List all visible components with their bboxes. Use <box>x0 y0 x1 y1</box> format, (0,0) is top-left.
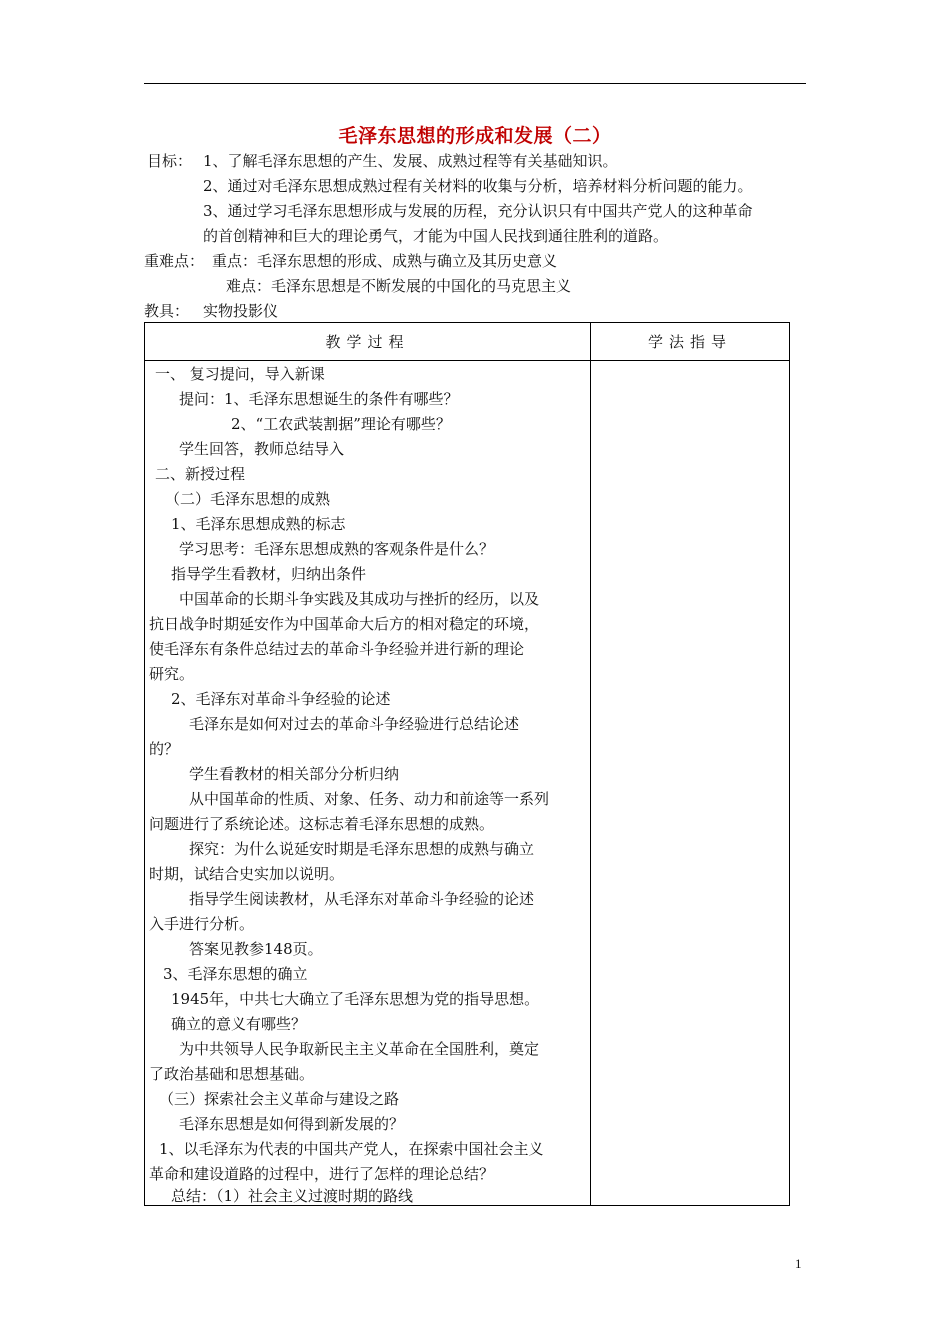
page-title: 毛泽东思想的形成和发展（二） <box>338 125 612 147</box>
list-item: 1、毛泽东思想成熟的标志 <box>171 515 346 533</box>
list-item: （三）探索社会主义革命与建设之路 <box>159 1090 400 1108</box>
list-item: 从中国革命的性质、对象、任务、动力和前途等一系列 <box>189 790 550 808</box>
list-item: 入手进行分析。 <box>149 915 255 933</box>
objective-1: 1、了解毛泽东思想的产生、发展、成熟过程等有关基础知识。 <box>203 152 618 170</box>
list-item: 革命和建设道路的过程中，进行了怎样的理论总结？ <box>149 1165 495 1183</box>
list-item: 提问：1、毛泽东思想诞生的条件有哪些？ <box>179 390 459 408</box>
objective-2: 2、通过对毛泽东思想成熟过程有关材料的收集与分析，培养材料分析问题的能力。 <box>203 177 753 195</box>
list-item: 二、新授过程 <box>155 465 246 483</box>
list-item: 一、 复习提问，导入新课 <box>155 365 325 383</box>
list-item: 学生看教材的相关部分分析归纳 <box>189 765 400 783</box>
objective-3-cont: 的首创精神和巨大的理论勇气，才能为中国人民找到通往胜利的道路。 <box>203 227 669 245</box>
list-item: 毛泽东思想是如何得到新发展的？ <box>179 1115 405 1133</box>
list-item: 时期，试结合史实加以说明。 <box>149 865 345 883</box>
table-column-divider <box>590 323 591 1205</box>
list-item: 为中共领导人民争取新民主主义革命在全国胜利，奠定 <box>179 1040 540 1058</box>
list-item: 指导学生阅读教材，从毛泽东对革命斗争经验的论述 <box>189 890 535 908</box>
tools-value: 实物投影仪 <box>203 302 279 320</box>
key-point: 重点：毛泽东思想的形成、成熟与确立及其历史意义 <box>212 252 558 270</box>
lesson-table <box>144 322 790 1206</box>
list-item: 1945年，中共七大确立了毛泽东思想为党的指导思想。 <box>171 990 540 1008</box>
list-item: 2、毛泽东对革命斗争经验的论述 <box>171 690 391 708</box>
list-item: 抗日战争时期延安作为中国革命大后方的相对稳定的环境， <box>149 615 540 633</box>
list-item: 使毛泽东有条件总结过去的革命斗争经验并进行新的理论 <box>149 640 525 658</box>
list-item: 答案见教参148页。 <box>189 940 323 958</box>
list-item: 2、“工农武装割据”理论有哪些？ <box>231 415 451 433</box>
difficult-point: 难点：毛泽东思想是不断发展的中国化的马克思主义 <box>226 277 572 295</box>
header-study-guidance: 学法指导 <box>647 333 732 351</box>
page-number: 1 <box>795 1256 802 1271</box>
list-item: （二）毛泽东思想的成熟 <box>165 490 331 508</box>
list-item: 指导学生看教材，归纳出条件 <box>171 565 367 583</box>
list-item: 1、以毛泽东为代表的中国共产党人，在探索中国社会主义 <box>159 1140 544 1158</box>
objectives-label: 目标： <box>147 152 193 170</box>
list-item: 的？ <box>149 740 180 758</box>
list-item: 毛泽东是如何对过去的革命斗争经验进行总结论述 <box>189 715 520 733</box>
key-points-label: 重难点： <box>144 252 205 270</box>
list-item: 中国革命的长期斗争实践及其成功与挫折的经历，以及 <box>179 590 540 608</box>
list-item: 学生回答，教师总结导入 <box>179 440 345 458</box>
list-item: 探究：为什么说延安时期是毛泽东思想的成熟与确立 <box>189 840 535 858</box>
list-item: 总结：（1）社会主义过渡时期的路线 <box>171 1187 414 1205</box>
list-item: 学习思考：毛泽东思想成熟的客观条件是什么？ <box>179 540 495 558</box>
tools-label: 教具： <box>144 302 190 320</box>
table-header-divider <box>145 360 789 361</box>
list-item: 研究。 <box>149 665 195 683</box>
header-rule <box>144 83 806 84</box>
header-teaching-process: 教学过程 <box>325 333 410 351</box>
list-item: 问题进行了系统论述。这标志着毛泽东思想的成熟。 <box>149 815 495 833</box>
list-item: 3、毛泽东思想的确立 <box>163 965 308 983</box>
list-item: 确立的意义有哪些？ <box>171 1015 307 1033</box>
objective-3: 3、通过学习毛泽东思想形成与发展的历程，充分认识只有中国共产党人的这种革命 <box>203 202 753 220</box>
list-item: 了政治基础和思想基础。 <box>149 1065 315 1083</box>
